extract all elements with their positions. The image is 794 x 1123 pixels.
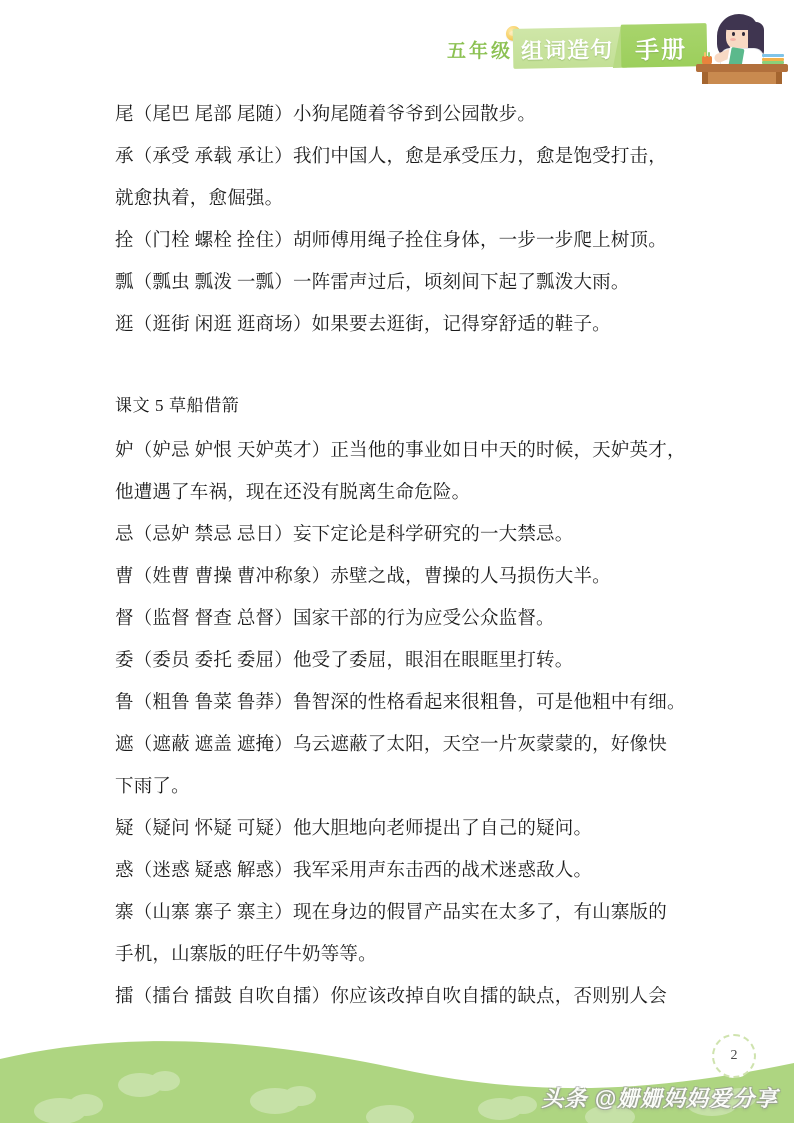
vocabulary-line: 就愈执着，愈倔强。 xyxy=(115,189,284,209)
vocabulary-line: 逛（逛街 闲逛 逛商场）如果要去逛街，记得穿舒适的鞋子。 xyxy=(115,315,611,335)
watermark-text: 头条 @姗姗妈妈爱分享 xyxy=(541,1086,778,1111)
vocabulary-line: 遮（遮蔽 遮盖 遮掩）乌云遮蔽了太阳，天空一片灰蒙蒙的，好像快 xyxy=(115,735,667,755)
vocabulary-line: 承（承受 承载 承让）我们中国人，愈是承受压力，愈是饱受打击， xyxy=(115,147,667,167)
section-heading: 课文 5 草船借箭 xyxy=(115,396,240,415)
vocabulary-line: 疑（疑问 怀疑 可疑）他大胆地向老师提出了自己的疑问。 xyxy=(115,819,593,839)
banner-title-primary: 组词造句 xyxy=(520,36,614,64)
vocabulary-line: 他遭遇了车祸，现在还没有脱离生命危险。 xyxy=(115,483,471,503)
vocabulary-line: 擂（擂台 擂鼓 自吹自擂）你应该改掉自吹自擂的缺点，否则别人会 xyxy=(115,987,667,1007)
vocabulary-line: 手机，山寨版的旺仔牛奶等等。 xyxy=(115,945,377,965)
vocabulary-line: 瓢（瓢虫 瓢泼 一瓢）一阵雷声过后，顷刻间下起了瓢泼大雨。 xyxy=(115,273,630,293)
banner-title-secondary: 手册 xyxy=(634,36,688,65)
vocabulary-line: 妒（妒忌 妒恨 天妒英才）正当他的事业如日中天的时候，天妒英才， xyxy=(115,441,686,461)
vocabulary-line: 寨（山寨 寨子 寨主）现在身边的假冒产品实在太多了，有山寨版的 xyxy=(115,903,667,923)
vocabulary-line: 鲁（粗鲁 鲁菜 鲁莽）鲁智深的性格看起来很粗鲁，可是他粗中有细。 xyxy=(115,693,686,713)
vocabulary-line: 下雨了。 xyxy=(115,777,190,797)
title-banner xyxy=(513,23,708,71)
vocabulary-line: 拴（门栓 螺栓 拴住）胡师傅用绳子拴住身体，一步一步爬上树顶。 xyxy=(115,231,667,251)
page-footer xyxy=(0,1013,794,1123)
vocabulary-line: 忌（忌妒 禁忌 忌日）妄下定论是科学研究的一大禁忌。 xyxy=(115,525,574,545)
vocabulary-line: 尾（尾巴 尾部 尾随）小狗尾随着爷爷到公园散步。 xyxy=(115,105,537,125)
girl-reading-at-desk-icon xyxy=(690,6,790,84)
vocabulary-line: 督（监督 督查 总督）国家干部的行为应受公众监督。 xyxy=(115,609,555,629)
page-header xyxy=(0,0,794,92)
grade-label: 五年级 xyxy=(447,41,514,62)
page-number: 2 xyxy=(712,1034,756,1078)
vocabulary-line: 委（委员 委托 委屈）他受了委屈，眼泪在眼眶里打转。 xyxy=(115,651,574,671)
vocabulary-line: 曹（姓曹 曹操 曹冲称象）赤壁之战，曹操的人马损伤大半。 xyxy=(115,567,611,587)
vocabulary-line: 惑（迷惑 疑惑 解惑）我军采用声东击西的战术迷惑敌人。 xyxy=(115,861,593,881)
